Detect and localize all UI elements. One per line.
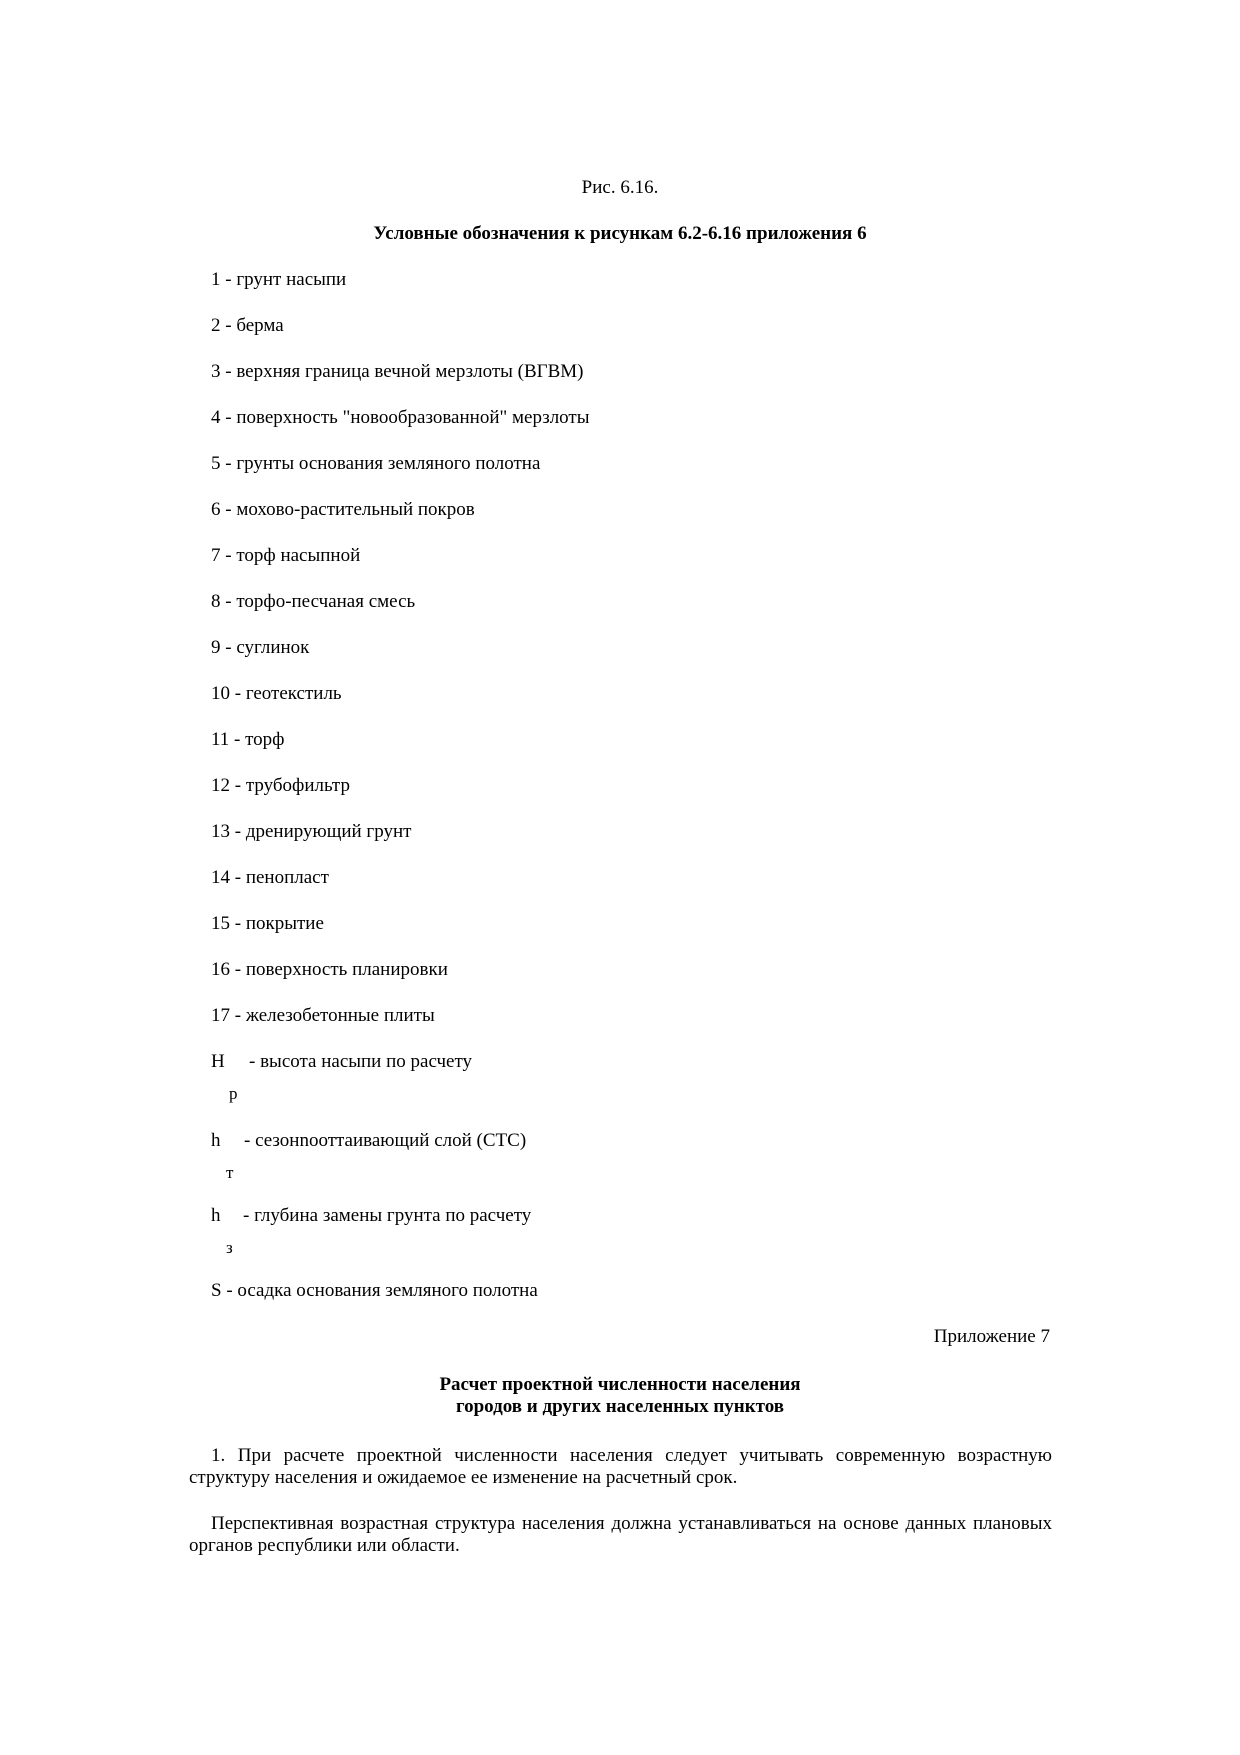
- legend-symbol-subscript: з: [226, 1238, 233, 1257]
- legend-item: 13 - дренирующий грунт: [211, 821, 412, 842]
- legend-item: 5 - грунты основания земляного полотна: [211, 453, 541, 474]
- legend-item: 17 - железобетонные плиты: [211, 1005, 435, 1026]
- legend-symbol: h: [211, 1130, 221, 1151]
- legend-symbol-subscript: р: [229, 1084, 238, 1103]
- legend-symbol-description: - высота насыпи по расчету: [249, 1051, 473, 1072]
- appendix-paragraph: Перспективная возрастная структура населения должна устанавливаться на основе данных плановых органов республики или области.: [189, 1513, 1052, 1556]
- figure-caption: Рис. 6.16.: [581, 177, 659, 198]
- legend-symbol-description: - сезонnооттаивающий слой (СТС): [244, 1130, 527, 1151]
- legend-symbol: H: [211, 1051, 225, 1072]
- legend-title: Условные обозначения к рисункам 6.2-6.16 приложения 6: [373, 223, 867, 244]
- appendix-title-line-1: Расчет проектной численности населения: [439, 1374, 801, 1395]
- legend-item: 6 - мохово-растительный покров: [211, 499, 475, 520]
- legend-item: 7 - торф насыпной: [211, 545, 361, 566]
- legend-item: 16 - поверхность планировки: [211, 959, 448, 980]
- legend-item: 9 - суглинок: [211, 637, 310, 658]
- legend-item: 1 - грунт насыпи: [211, 269, 347, 290]
- legend-item: 4 - поверхность "новообразованной" мерзлоты: [211, 407, 590, 428]
- legend-item: S - осадка основания земляного полотна: [211, 1280, 538, 1301]
- appendix-paragraph: 1. При расчете проектной численности населения следует учитывать современную возрастную структуру населения и ожидаемое ее изменение на расчетный срок.: [189, 1445, 1052, 1488]
- legend-symbol-description: - глубина замены грунта по расчету: [243, 1205, 532, 1226]
- legend-item: 11 - торф: [211, 729, 285, 750]
- legend-symbol-subscript: т: [226, 1163, 234, 1182]
- legend-item: 15 - покрытие: [211, 913, 324, 934]
- legend-item: 10 - геотекстиль: [211, 683, 342, 704]
- legend-item: 3 - верхняя граница вечной мерзлоты (ВГВМ): [211, 361, 584, 382]
- legend-item: 2 - берма: [211, 315, 284, 336]
- legend-item: 8 - торфо-песчаная смесь: [211, 591, 416, 612]
- appendix-title-line-2: городов и других населенных пунктов: [455, 1396, 785, 1417]
- legend-item: 14 - пенопласт: [211, 867, 329, 888]
- legend-symbol: h: [211, 1205, 221, 1226]
- legend-item: 12 - трубофильтр: [211, 775, 350, 796]
- appendix-label: Приложение 7: [933, 1326, 1050, 1347]
